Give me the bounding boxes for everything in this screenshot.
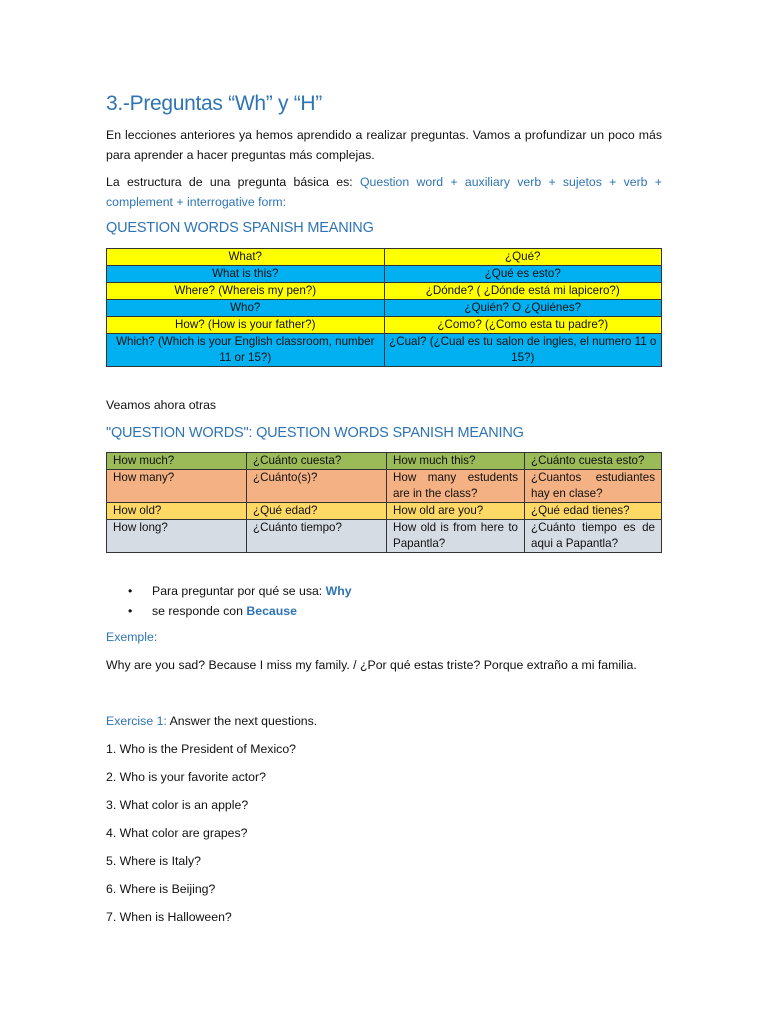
table-row xyxy=(107,520,662,553)
table-cell: ¿Cuánto cuesta? xyxy=(247,453,387,470)
question-item: 3. What color is an apple? xyxy=(106,798,249,812)
table-cell: ¿Qué edad? xyxy=(247,503,387,520)
question-item: 6. Where is Beijing? xyxy=(106,882,216,896)
table-cell: How old? xyxy=(107,503,247,520)
question-item: 2. Who is your favorite actor? xyxy=(106,770,266,784)
table-cell: How? (How is your father?) xyxy=(107,317,385,334)
exercise-instruction: Answer the next questions. xyxy=(166,714,318,728)
exercise-label: Exercise 1: xyxy=(106,714,167,728)
table-row xyxy=(107,334,662,367)
table-cell: How much? xyxy=(107,453,247,470)
table-cell: ¿Cuánto tiempo es de aqui a Papantla? xyxy=(525,520,662,553)
table-row xyxy=(107,266,662,283)
exercise-heading xyxy=(106,714,317,728)
heading-question-words: QUESTION WORDS SPANISH MEANING xyxy=(106,220,374,236)
table-cell: How old are you? xyxy=(387,503,525,520)
table-cell: ¿Dónde? ( ¿Dónde está mi lapicero?) xyxy=(384,283,662,300)
table-cell: How long? xyxy=(107,520,247,553)
table-cell: ¿Qué edad tienes? xyxy=(525,503,662,520)
table-cell: ¿Cuánto(s)? xyxy=(247,470,387,503)
table-cell: How many estudents are in the class? xyxy=(387,470,525,503)
table-cell: Which? (Which is your English classroom, number 11 or 15?) xyxy=(107,334,385,367)
structure-lead: La estructura de una pregunta básica es: xyxy=(106,175,360,189)
table-cell: ¿Qué es esto? xyxy=(384,266,662,283)
table-cell: What is this? xyxy=(107,266,385,283)
page-title: 3.-Preguntas “Wh” y “H” xyxy=(106,92,322,115)
bullet-highlight: Because xyxy=(246,604,297,618)
question-words-table xyxy=(106,248,662,367)
table-cell: ¿Cuánto cuesta esto? xyxy=(525,453,662,470)
table-row xyxy=(107,453,662,470)
bullet-highlight: Why xyxy=(325,584,352,598)
table-row xyxy=(107,300,662,317)
question-item: 1. Who is the President of Mexico? xyxy=(106,742,297,756)
intro-paragraph: En lecciones anteriores ya hemos aprendido a realizar preguntas. Vamos a profundizar un poco más para aprender a hacer preguntas más complejas. xyxy=(106,128,662,162)
question-item: 7. When is Halloween? xyxy=(106,910,232,924)
question-item: 5. Where is Italy? xyxy=(106,854,201,868)
table-cell: Who? xyxy=(107,300,385,317)
question-words-table-2 xyxy=(106,452,662,553)
table-cell: Where? (Whereis my pen?) xyxy=(107,283,385,300)
table-cell: ¿Qué? xyxy=(384,249,662,266)
bullet-text: se responde con xyxy=(152,604,247,618)
table-cell: What? xyxy=(107,249,385,266)
table-cell: How many? xyxy=(107,470,247,503)
table-cell: How much this? xyxy=(387,453,525,470)
table-row xyxy=(107,283,662,300)
example-sentence: Why are you sad? Because I miss my family. / ¿Por qué estas triste? Porque extraño a mi familia. xyxy=(106,658,637,672)
table-cell: ¿Cuánto tiempo? xyxy=(247,520,387,553)
table-row xyxy=(107,317,662,334)
table-row xyxy=(107,249,662,266)
table-cell: ¿Cuantos estudiantes hay en clase? xyxy=(525,470,662,503)
structure-paragraph xyxy=(106,172,662,212)
structure-formula: Question word + auxiliary verb + sujetos + verb + complement + interrogative form: xyxy=(106,175,662,209)
list-item xyxy=(128,601,352,621)
table-cell: ¿Como? (¿Como esta tu padre?) xyxy=(384,317,662,334)
list-item xyxy=(128,581,352,601)
question-item: 4. What color are grapes? xyxy=(106,826,248,840)
bullet-icon: • xyxy=(128,584,133,598)
bullet-list xyxy=(128,581,352,621)
table-cell: ¿Quién? O ¿Quiénes? xyxy=(384,300,662,317)
bullet-icon: • xyxy=(128,604,133,618)
table-row xyxy=(107,470,662,503)
veamos-text: Veamos ahora otras xyxy=(106,398,217,412)
exemple-label: Exemple: xyxy=(106,630,158,644)
bullet-text: Para preguntar por qué se usa: xyxy=(152,584,326,598)
table-cell: ¿Cual? (¿Cual es tu salon de ingles, el numero 11 o 15?) xyxy=(384,334,662,367)
table-cell: How old is from here to Papantla? xyxy=(387,520,525,553)
table-row xyxy=(107,503,662,520)
heading-question-words-2: "QUESTION WORDS": QUESTION WORDS SPANISH MEANING xyxy=(106,425,524,441)
